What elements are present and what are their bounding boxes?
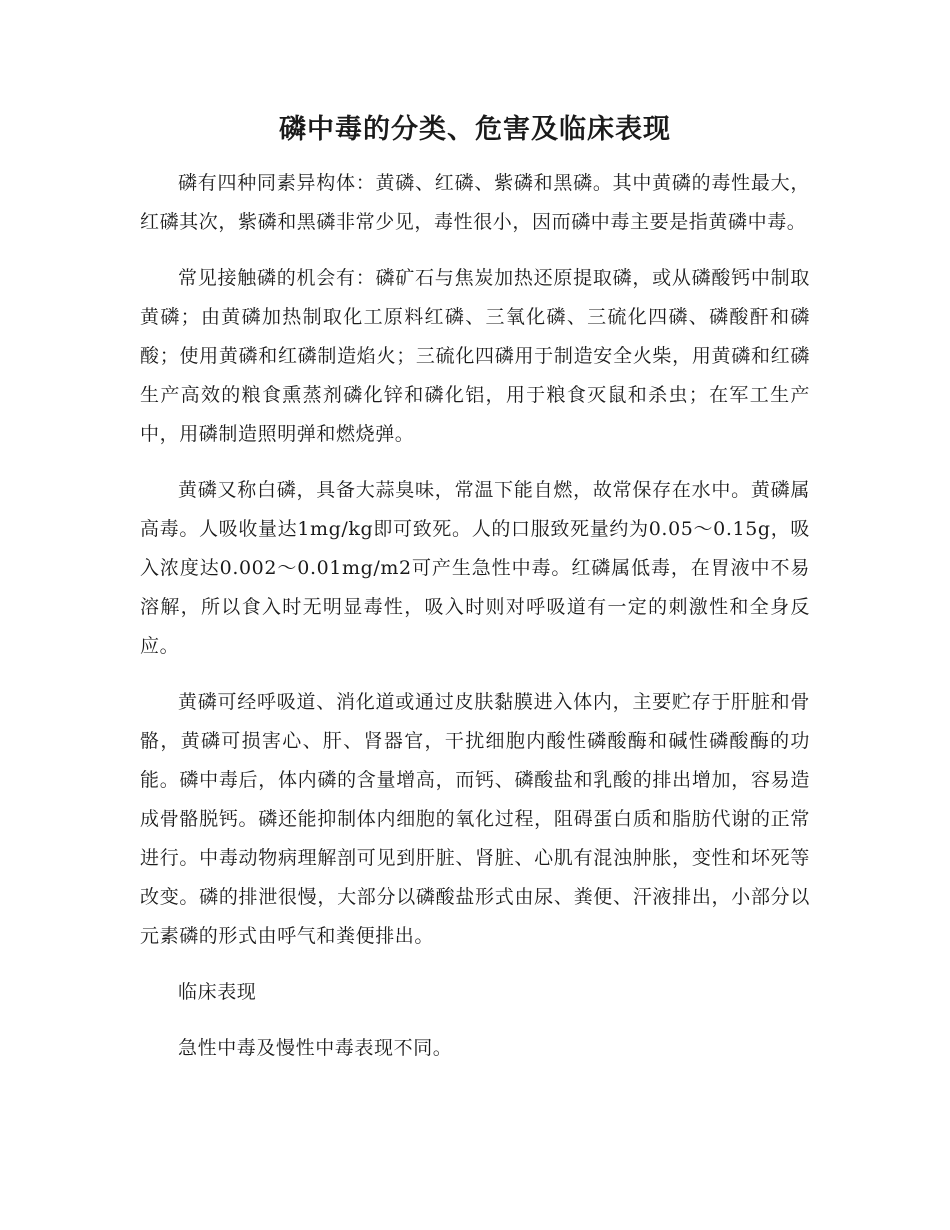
paragraph-toxicity: 黄磷又称白磷，具备大蒜臭味，常温下能自燃，故常保存在水中。黄磷属高毒。人吸收量达1mg/kg即可致死。人的口服致死量约为0.05～0.15g，吸入浓度达0.002～0.01mg/m2可产生急性中毒。红磷属低毒，在胃液中不易溶解，所以食入时无明显毒性，吸入时则对呼吸道有一定的刺激性和全身反应。: [140, 479, 810, 657]
document-page: [140, 108, 810, 1085]
paragraph-exposure: 常见接触磷的机会有：磷矿石与焦炭加热还原提取磷，或从磷酸钙中制取黄磷；由黄磷加热制取化工原料红磷、三氧化磷、三硫化四磷、磷酸酐和磷酸；使用黄磷和红磷制造焰火；三硫化四磷用于制造安全火柴，用黄磷和红磷生产高效的粮食熏蒸剂磷化锌和磷化铝，用于粮食灭鼠和杀虫；在军工生产中，用磷制造照明弹和燃烧弹。: [140, 267, 810, 445]
paragraph-mechanism: 黄磷可经呼吸道、消化道或通过皮肤黏膜进入体内，主要贮存于肝脏和骨骼，黄磷可损害心、肝、肾器官，干扰细胞内酸性磷酸酶和碱性磷酸酶的功能。磷中毒后，体内磷的含量增高，而钙、磷酸盐和乳酸的排出增加，容易造成骨骼脱钙。磷还能抑制体内细胞的氧化过程，阻碍蛋白质和脂肪代谢的正常进行。中毒动物病理解剖可见到肝脏、肾脏、心肌有混浊肿胀，变性和坏死等改变。磷的排泄很慢，大部分以磷酸盐形式由尿、粪便、汗液排出，小部分以元素磷的形式由呼气和粪便排出。: [140, 691, 810, 947]
paragraph-allotropes: 磷有四种同素异构体：黄磷、红磷、紫磷和黑磷。其中黄磷的毒性最大，红磷其次，紫磷和黑磷非常少见，毒性很小，因而磷中毒主要是指黄磷中毒。: [140, 172, 810, 233]
section-heading-clinical: 临床表现: [178, 981, 257, 1003]
document-title: 磷中毒的分类、危害及临床表现: [279, 114, 671, 145]
paragraph-clinical-intro: 急性中毒及慢性中毒表现不同。: [178, 1037, 453, 1059]
